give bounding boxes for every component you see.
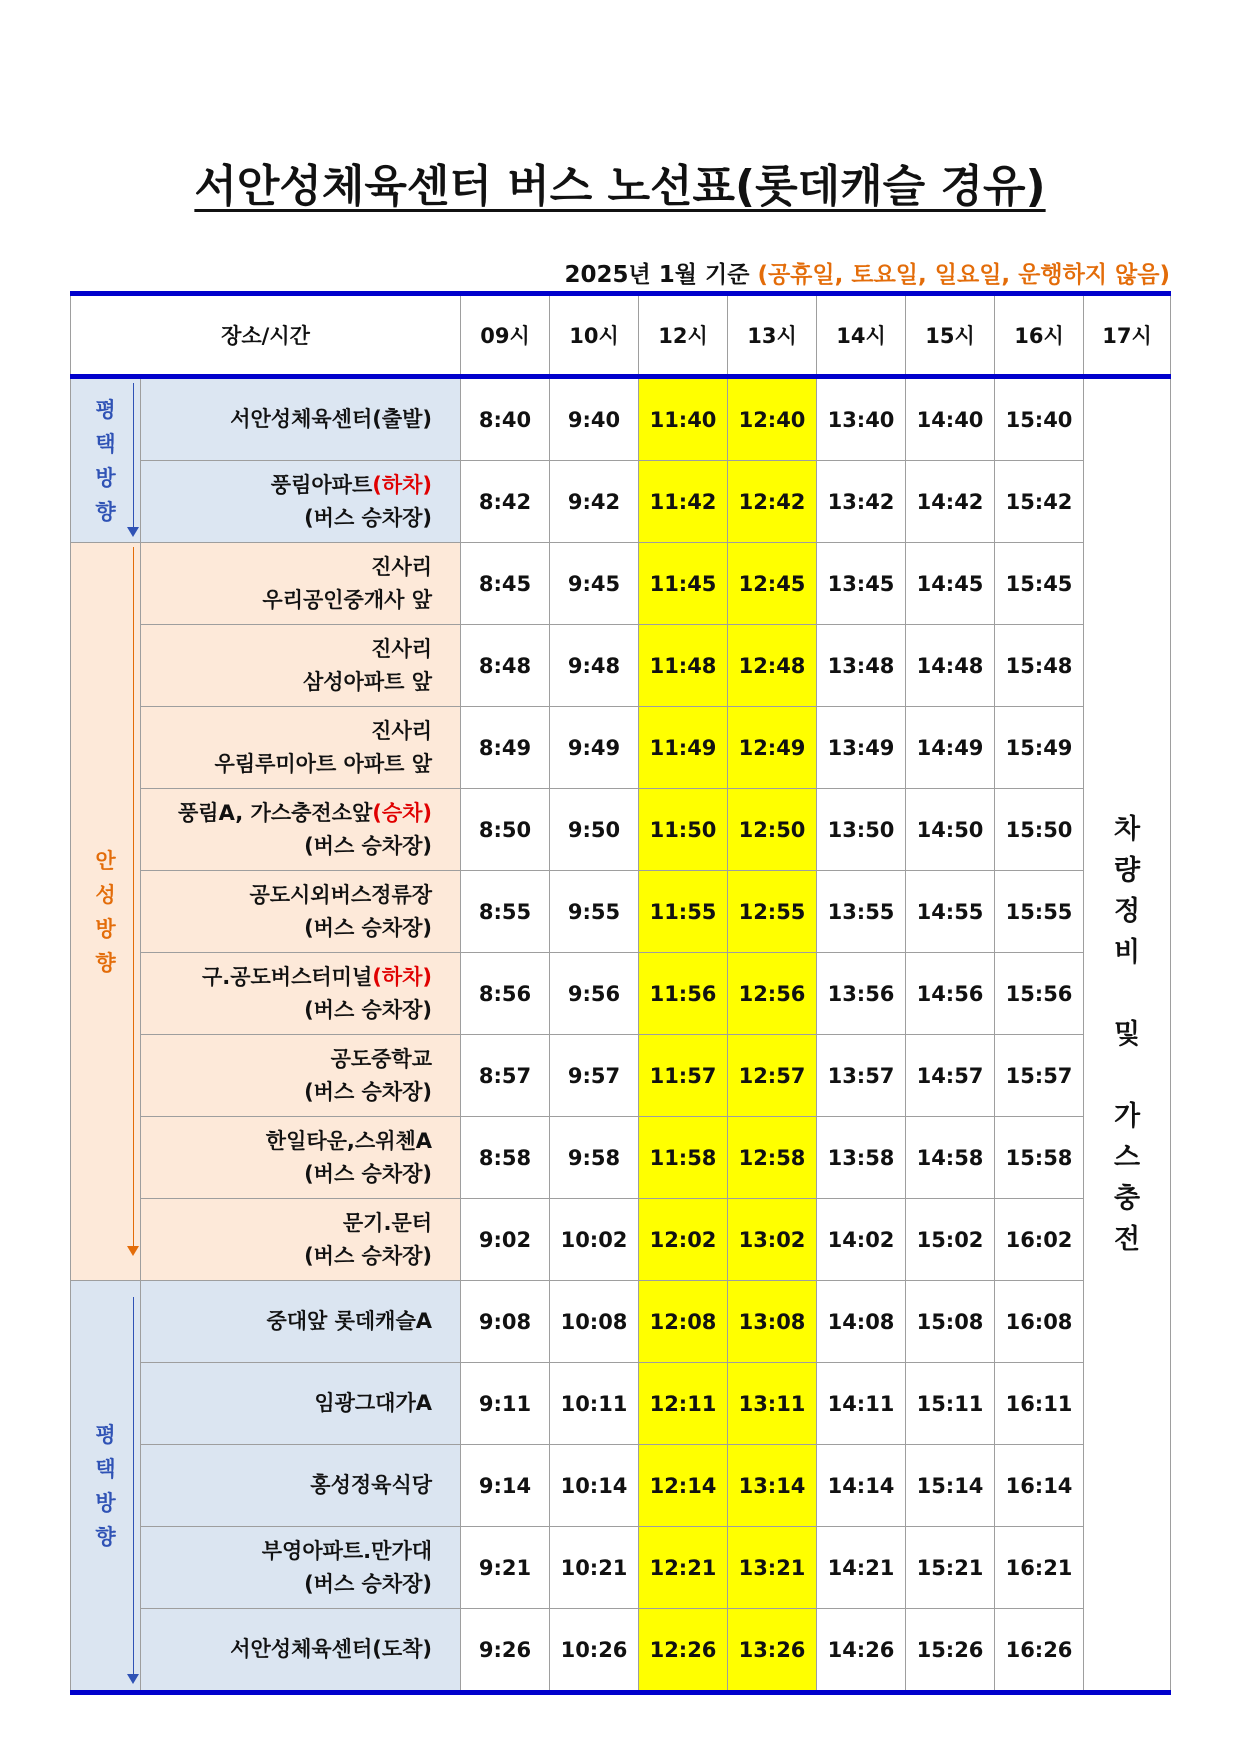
stop-name: 풍림아파트(하차) (버스 승차장) — [141, 461, 461, 543]
departure-time: 13:40 — [817, 377, 906, 461]
header-row — [71, 294, 1171, 377]
departure-time: 14:45 — [906, 543, 995, 625]
departure-time: 15:48 — [995, 625, 1084, 707]
departure-time: 12:21 — [639, 1527, 728, 1609]
stop-tag: (하차) — [372, 472, 433, 497]
departure-time: 9:45 — [550, 543, 639, 625]
departure-time: 9:58 — [550, 1117, 639, 1199]
stop-row — [71, 1035, 1171, 1117]
stop-row — [71, 625, 1171, 707]
stop-row — [71, 953, 1171, 1035]
stop-name: 공도중학교 (버스 승차장) — [141, 1035, 461, 1117]
departure-time: 14:55 — [906, 871, 995, 953]
departure-time: 14:50 — [906, 789, 995, 871]
departure-time: 15:45 — [995, 543, 1084, 625]
departure-time: 14:21 — [817, 1527, 906, 1609]
departure-time: 11:40 — [639, 377, 728, 461]
departure-time: 11:42 — [639, 461, 728, 543]
departure-time: 9:21 — [461, 1527, 550, 1609]
departure-time: 14:08 — [817, 1281, 906, 1363]
departure-time: 9:11 — [461, 1363, 550, 1445]
departure-time: 10:02 — [550, 1199, 639, 1281]
departure-time: 12:58 — [728, 1117, 817, 1199]
header-hour: 09시 — [461, 294, 550, 377]
maintenance-note: 차 량 정 비 및 가 스 충 전 — [1084, 377, 1171, 1693]
departure-time: 13:42 — [817, 461, 906, 543]
departure-time: 13:26 — [728, 1609, 817, 1693]
direction-arrow — [133, 547, 134, 1247]
departure-time: 11:49 — [639, 707, 728, 789]
departure-time: 12:49 — [728, 707, 817, 789]
bus-timetable — [70, 291, 1171, 1695]
departure-time: 11:45 — [639, 543, 728, 625]
departure-time: 14:48 — [906, 625, 995, 707]
departure-time: 13:57 — [817, 1035, 906, 1117]
stop-row — [71, 377, 1171, 461]
header-place-time: 장소/시간 — [71, 294, 461, 377]
departure-time: 16:26 — [995, 1609, 1084, 1693]
stop-tag: (하차) — [372, 964, 433, 989]
departure-time: 16:08 — [995, 1281, 1084, 1363]
departure-time: 8:56 — [461, 953, 550, 1035]
stop-name: 진사리 삼성아파트 앞 — [141, 625, 461, 707]
stop-row — [71, 1445, 1171, 1527]
stop-name: 문기.문터 (버스 승차장) — [141, 1199, 461, 1281]
departure-time: 9:14 — [461, 1445, 550, 1527]
departure-time: 12:57 — [728, 1035, 817, 1117]
departure-time: 9:57 — [550, 1035, 639, 1117]
stop-tag: (승차) — [372, 800, 433, 825]
stop-name: 서안성체육센터(도착) — [141, 1609, 461, 1693]
departure-time: 12:48 — [728, 625, 817, 707]
stop-row — [71, 1199, 1171, 1281]
departure-time: 14:57 — [906, 1035, 995, 1117]
direction-label: 안성방향 — [71, 543, 141, 1281]
stop-name: 구.공도버스터미널(하차) (버스 승차장) — [141, 953, 461, 1035]
stop-row — [71, 1117, 1171, 1199]
departure-time: 16:14 — [995, 1445, 1084, 1527]
stop-name: 서안성체육센터(출발) — [141, 377, 461, 461]
departure-time: 13:49 — [817, 707, 906, 789]
stop-name: 임광그대가A — [141, 1363, 461, 1445]
direction-label: 평택방향 — [71, 1281, 141, 1693]
departure-time: 15:56 — [995, 953, 1084, 1035]
stop-row — [71, 543, 1171, 625]
departure-time: 8:58 — [461, 1117, 550, 1199]
departure-time: 12:08 — [639, 1281, 728, 1363]
departure-time: 9:42 — [550, 461, 639, 543]
header-hour: 14시 — [817, 294, 906, 377]
departure-time: 16:11 — [995, 1363, 1084, 1445]
departure-time: 9:08 — [461, 1281, 550, 1363]
departure-time: 14:14 — [817, 1445, 906, 1527]
direction-arrow — [133, 383, 134, 528]
departure-time: 14:02 — [817, 1199, 906, 1281]
departure-time: 10:08 — [550, 1281, 639, 1363]
departure-time: 9:49 — [550, 707, 639, 789]
page-title: 서안성체육센터 버스 노선표(롯데캐슬 경유) — [194, 161, 1046, 212]
departure-time: 13:14 — [728, 1445, 817, 1527]
stop-name: 진사리 우리공인중개사 앞 — [141, 543, 461, 625]
departure-time: 10:26 — [550, 1609, 639, 1693]
departure-time: 13:02 — [728, 1199, 817, 1281]
departure-time: 12:45 — [728, 543, 817, 625]
departure-time: 9:26 — [461, 1609, 550, 1693]
departure-time: 10:11 — [550, 1363, 639, 1445]
departure-time: 15:57 — [995, 1035, 1084, 1117]
departure-time: 9:50 — [550, 789, 639, 871]
departure-time: 13:56 — [817, 953, 906, 1035]
header-hour: 15시 — [906, 294, 995, 377]
departure-time: 8:48 — [461, 625, 550, 707]
stop-row — [71, 461, 1171, 543]
departure-time: 15:58 — [995, 1117, 1084, 1199]
header-hour: 13시 — [728, 294, 817, 377]
stop-name: 공도시외버스정류장 (버스 승차장) — [141, 871, 461, 953]
stop-name: 중대앞 롯데캐슬A — [141, 1281, 461, 1363]
header-hour: 10시 — [550, 294, 639, 377]
departure-time: 8:42 — [461, 461, 550, 543]
stop-row — [71, 1527, 1171, 1609]
departure-time: 8:50 — [461, 789, 550, 871]
stop-name: 부영아파트.만가대 (버스 승차장) — [141, 1527, 461, 1609]
stop-name: 홍성정육식당 — [141, 1445, 461, 1527]
departure-time: 9:48 — [550, 625, 639, 707]
direction-arrow — [133, 1297, 134, 1675]
departure-time: 11:50 — [639, 789, 728, 871]
departure-time: 9:40 — [550, 377, 639, 461]
departure-time: 8:45 — [461, 543, 550, 625]
departure-time: 15:55 — [995, 871, 1084, 953]
departure-time: 13:11 — [728, 1363, 817, 1445]
departure-time: 14:56 — [906, 953, 995, 1035]
departure-time: 14:11 — [817, 1363, 906, 1445]
departure-time: 9:56 — [550, 953, 639, 1035]
departure-time: 9:55 — [550, 871, 639, 953]
stop-row — [71, 1281, 1171, 1363]
departure-time: 13:45 — [817, 543, 906, 625]
stop-row — [71, 707, 1171, 789]
departure-time: 16:02 — [995, 1199, 1084, 1281]
stop-name: 한일타운,스위첸A (버스 승차장) — [141, 1117, 461, 1199]
departure-time: 13:55 — [817, 871, 906, 953]
departure-time: 14:26 — [817, 1609, 906, 1693]
departure-time: 15:50 — [995, 789, 1084, 871]
stop-name: 진사리 우림루미아트 아파트 앞 — [141, 707, 461, 789]
departure-time: 8:55 — [461, 871, 550, 953]
departure-time: 8:49 — [461, 707, 550, 789]
stop-row — [71, 789, 1171, 871]
departure-time: 12:42 — [728, 461, 817, 543]
departure-time: 12:02 — [639, 1199, 728, 1281]
departure-time: 15:21 — [906, 1527, 995, 1609]
stop-row — [71, 871, 1171, 953]
departure-time: 15:40 — [995, 377, 1084, 461]
departure-time: 11:58 — [639, 1117, 728, 1199]
departure-time: 16:21 — [995, 1527, 1084, 1609]
header-hour: 12시 — [639, 294, 728, 377]
departure-time: 10:14 — [550, 1445, 639, 1527]
header-hour: 16시 — [995, 294, 1084, 377]
departure-time: 13:58 — [817, 1117, 906, 1199]
departure-time: 10:21 — [550, 1527, 639, 1609]
departure-time: 15:11 — [906, 1363, 995, 1445]
departure-time: 12:11 — [639, 1363, 728, 1445]
departure-time: 12:50 — [728, 789, 817, 871]
departure-time: 13:50 — [817, 789, 906, 871]
departure-time: 11:48 — [639, 625, 728, 707]
departure-time: 14:42 — [906, 461, 995, 543]
departure-time: 8:40 — [461, 377, 550, 461]
departure-time: 11:57 — [639, 1035, 728, 1117]
departure-time: 9:02 — [461, 1199, 550, 1281]
departure-time: 11:55 — [639, 871, 728, 953]
departure-time: 13:48 — [817, 625, 906, 707]
departure-time: 14:58 — [906, 1117, 995, 1199]
departure-time: 15:14 — [906, 1445, 995, 1527]
departure-time: 15:08 — [906, 1281, 995, 1363]
departure-time: 14:40 — [906, 377, 995, 461]
departure-time: 11:56 — [639, 953, 728, 1035]
schedule-basis: 2025년 1월 기준 (공휴일, 토요일, 일요일, 운행하지 않음) — [564, 262, 1170, 288]
departure-time: 15:26 — [906, 1609, 995, 1693]
stop-row — [71, 1363, 1171, 1445]
direction-label: 평택방향 — [71, 377, 141, 543]
departure-time: 15:42 — [995, 461, 1084, 543]
stop-name: 풍림A, 가스충전소앞(승차) (버스 승차장) — [141, 789, 461, 871]
departure-time: 13:21 — [728, 1527, 817, 1609]
departure-time: 12:26 — [639, 1609, 728, 1693]
stop-row — [71, 1609, 1171, 1693]
departure-time: 12:14 — [639, 1445, 728, 1527]
header-hour: 17시 — [1084, 294, 1171, 377]
departure-time: 12:40 — [728, 377, 817, 461]
departure-time: 8:57 — [461, 1035, 550, 1117]
departure-time: 12:56 — [728, 953, 817, 1035]
departure-time: 15:49 — [995, 707, 1084, 789]
no-service-note: (공휴일, 토요일, 일요일, 운행하지 않음) — [757, 262, 1170, 288]
departure-time: 14:49 — [906, 707, 995, 789]
departure-time: 12:55 — [728, 871, 817, 953]
departure-time: 15:02 — [906, 1199, 995, 1281]
departure-time: 13:08 — [728, 1281, 817, 1363]
